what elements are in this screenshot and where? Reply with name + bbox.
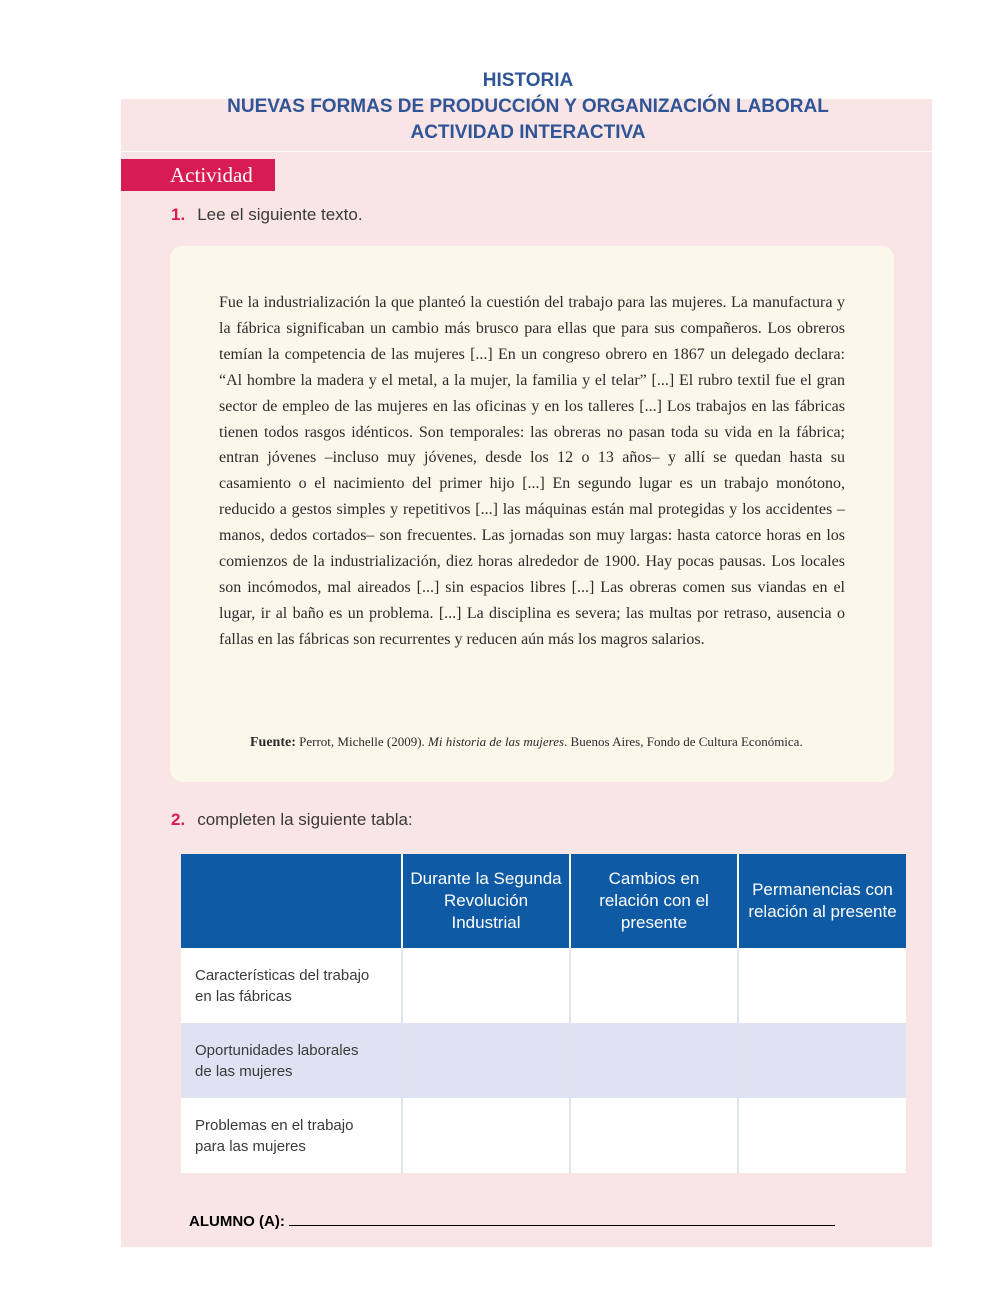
table-row [181,948,906,1023]
row-label [181,1023,402,1098]
source-rest: . Buenos Aires, Fondo de Cultura Económica. [564,734,803,749]
table-header-empty [181,854,402,948]
divider [121,151,932,152]
title-activity: ACTIVIDAD INTERACTIVA [410,122,646,143]
question-1-number: 1. [171,205,186,224]
source-label: Fuente: [250,735,296,750]
answer-cell[interactable] [570,948,738,1023]
answer-cell[interactable] [402,948,570,1023]
question-1 [171,205,363,225]
answer-cell[interactable] [570,1023,738,1098]
question-2-text: completen la siguiente tabla: [197,810,413,829]
table-header-permanences: Permanencias con relación al presente [738,854,906,948]
page-title [0,68,1000,146]
student-label: ALUMNO (A): [189,1213,285,1230]
question-2-number: 2. [171,810,186,829]
row-label-text: Oportunidades laborales de las mujeres [195,1041,359,1080]
table-header-row [181,854,906,948]
title-topic: NUEVAS FORMAS DE PRODUCCIÓN Y ORGANIZACIÓN LABORAL [227,96,829,117]
reading-passage: Fue la industrialización la que planteó la cuestión del trabajo para las mujeres. La manufactura y la fábrica significaban un cambio más brusco para ellas que para sus compañeros. Los obreros temían la competencia de las mujeres [...] En un congreso obrero en 1867 un delegado declara: “Al hombre la madera y el metal, a la mujer, la familia y el telar” [...] El rubro textil fue el gran sector de empleo de las mujeres en las oficinas y en los talleres [...] Los trabajos en las fábricas tienen todos rasgos idénticos. Son temporales: las obreras no pasan toda su vida en la fábrica; entran jóvenes –incluso muy jóvenes, desde los 12 o 13 años– y allí se quedan hasta su casamiento o el nacimiento del primer hijo [...] En segundo lugar es un trabajo monótono, reducido a gestos simples y repetitivos [...] las máquinas están mal protegidas y los accidentes –manos, dedos cortados– son frecuentes. Las jornadas son muy largas: hasta catorce horas en los comienzos de la industrialización, diez horas alrededor de 1900. Hay pocas pausas. Los locales son incómodos, mal aireados [...] sin espacios libres [...] Las obreras comen sus viandas en el lugar, ir al baño es un problema. [...] La disciplina es severa; las multas por retraso, ausencia o fallas en las fábricas son recurrentes y reducen aún más los magros salarios. [219,294,845,648]
row-label [181,948,402,1023]
table-row [181,1098,906,1173]
table-row [181,1023,906,1098]
student-name-line[interactable] [289,1224,835,1226]
source-author: Perrot, Michelle (2009). [299,734,425,749]
answer-cell[interactable] [738,1023,906,1098]
title-subject: HISTORIA [482,70,574,91]
row-label [181,1098,402,1173]
question-2 [171,810,413,830]
answer-cell[interactable] [738,1098,906,1173]
answer-cell[interactable] [738,948,906,1023]
question-1-text: Lee el siguiente texto. [197,205,363,224]
comparison-table [181,854,906,1173]
source-title: Mi historia de las mujeres [428,734,565,749]
source-citation [250,734,803,751]
answer-cell[interactable] [402,1023,570,1098]
table-header-during: Durante la Segunda Revolución Industrial [402,854,570,948]
row-label-text: Problemas en el trabajo para las mujeres [195,1116,354,1155]
answer-cell[interactable] [570,1098,738,1173]
activity-tab: Actividad [121,159,275,191]
answer-cell[interactable] [402,1098,570,1173]
row-label-text: Características del trabajo en las fábricas [195,966,370,1005]
student-name-field [189,1213,835,1230]
table-header-changes: Cambios en relación con el presente [570,854,738,948]
